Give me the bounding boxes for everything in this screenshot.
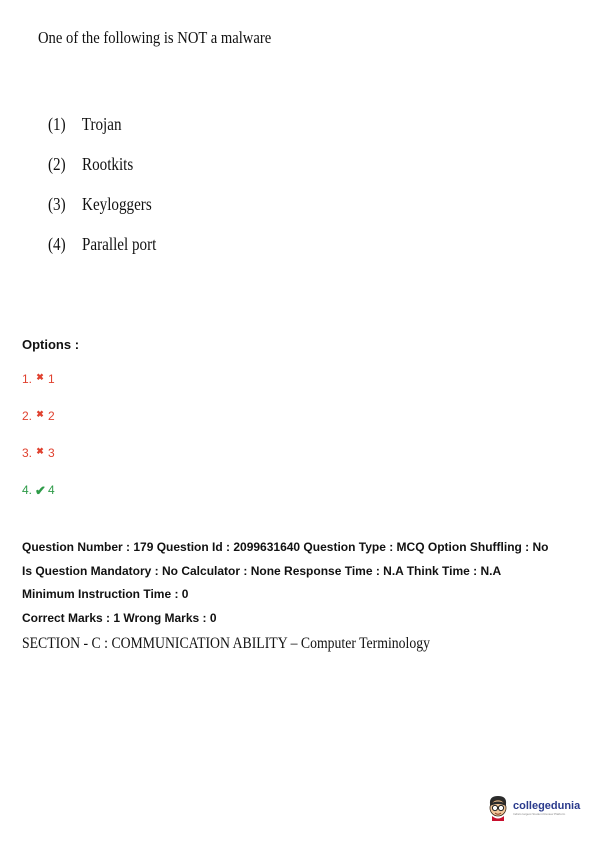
- option-1: [22, 372, 55, 409]
- option-number: 2.: [22, 409, 33, 423]
- meta-line: Correct Marks : 1 Wrong Marks : 0: [22, 610, 217, 625]
- question-text: One of the following is NOT a malware: [38, 28, 272, 47]
- section-title: SECTION - C : COMMUNICATION ABILITY – Computer Terminology: [22, 635, 431, 652]
- brand-logo: [487, 795, 580, 821]
- option-value: 1: [48, 372, 55, 386]
- option-number: 1.: [22, 372, 33, 386]
- options-list: [22, 372, 55, 520]
- choice-4: [48, 234, 156, 274]
- choice-number: (3): [48, 194, 66, 214]
- mascot-icon: [487, 795, 509, 821]
- choice-text: Parallel port: [82, 234, 157, 254]
- choice-number: (1): [48, 114, 66, 134]
- logo-tagline: India's largest Student Review Platform: [513, 811, 566, 816]
- cross-icon: ✖: [36, 409, 44, 419]
- question-metadata: [22, 540, 549, 634]
- answer-choices: [48, 114, 177, 274]
- option-number: 3.: [22, 446, 33, 460]
- meta-line: Minimum Instruction Time : 0: [22, 587, 189, 601]
- choice-3: [48, 194, 156, 234]
- choice-number: (2): [48, 154, 66, 174]
- logo-text: collegedunia: [513, 799, 581, 812]
- option-3: [22, 446, 55, 483]
- cross-icon: ✖: [36, 372, 44, 382]
- option-value: 2: [48, 409, 55, 423]
- options-heading: Options :: [22, 337, 80, 352]
- choice-text: Trojan: [81, 114, 122, 134]
- choice-text: Rootkits: [82, 154, 134, 174]
- choice-text: Keyloggers: [82, 194, 152, 214]
- meta-line: Is Question Mandatory : No Calculator : None Response Time : N.A Think Time : N.A: [22, 563, 502, 578]
- option-2: [22, 409, 55, 446]
- cross-icon: ✖: [36, 446, 44, 456]
- option-value: 3: [48, 446, 55, 460]
- choice-2: [48, 154, 156, 194]
- option-4: [22, 483, 55, 520]
- check-icon: ✔: [35, 483, 46, 498]
- option-value: 4: [48, 483, 55, 497]
- meta-line: Question Number : 179 Question Id : 2099631640 Question Type : MCQ Option Shuffling : No: [22, 540, 549, 554]
- choice-number: (4): [48, 234, 66, 254]
- option-number: 4.: [22, 483, 33, 497]
- choice-1: [48, 114, 156, 154]
